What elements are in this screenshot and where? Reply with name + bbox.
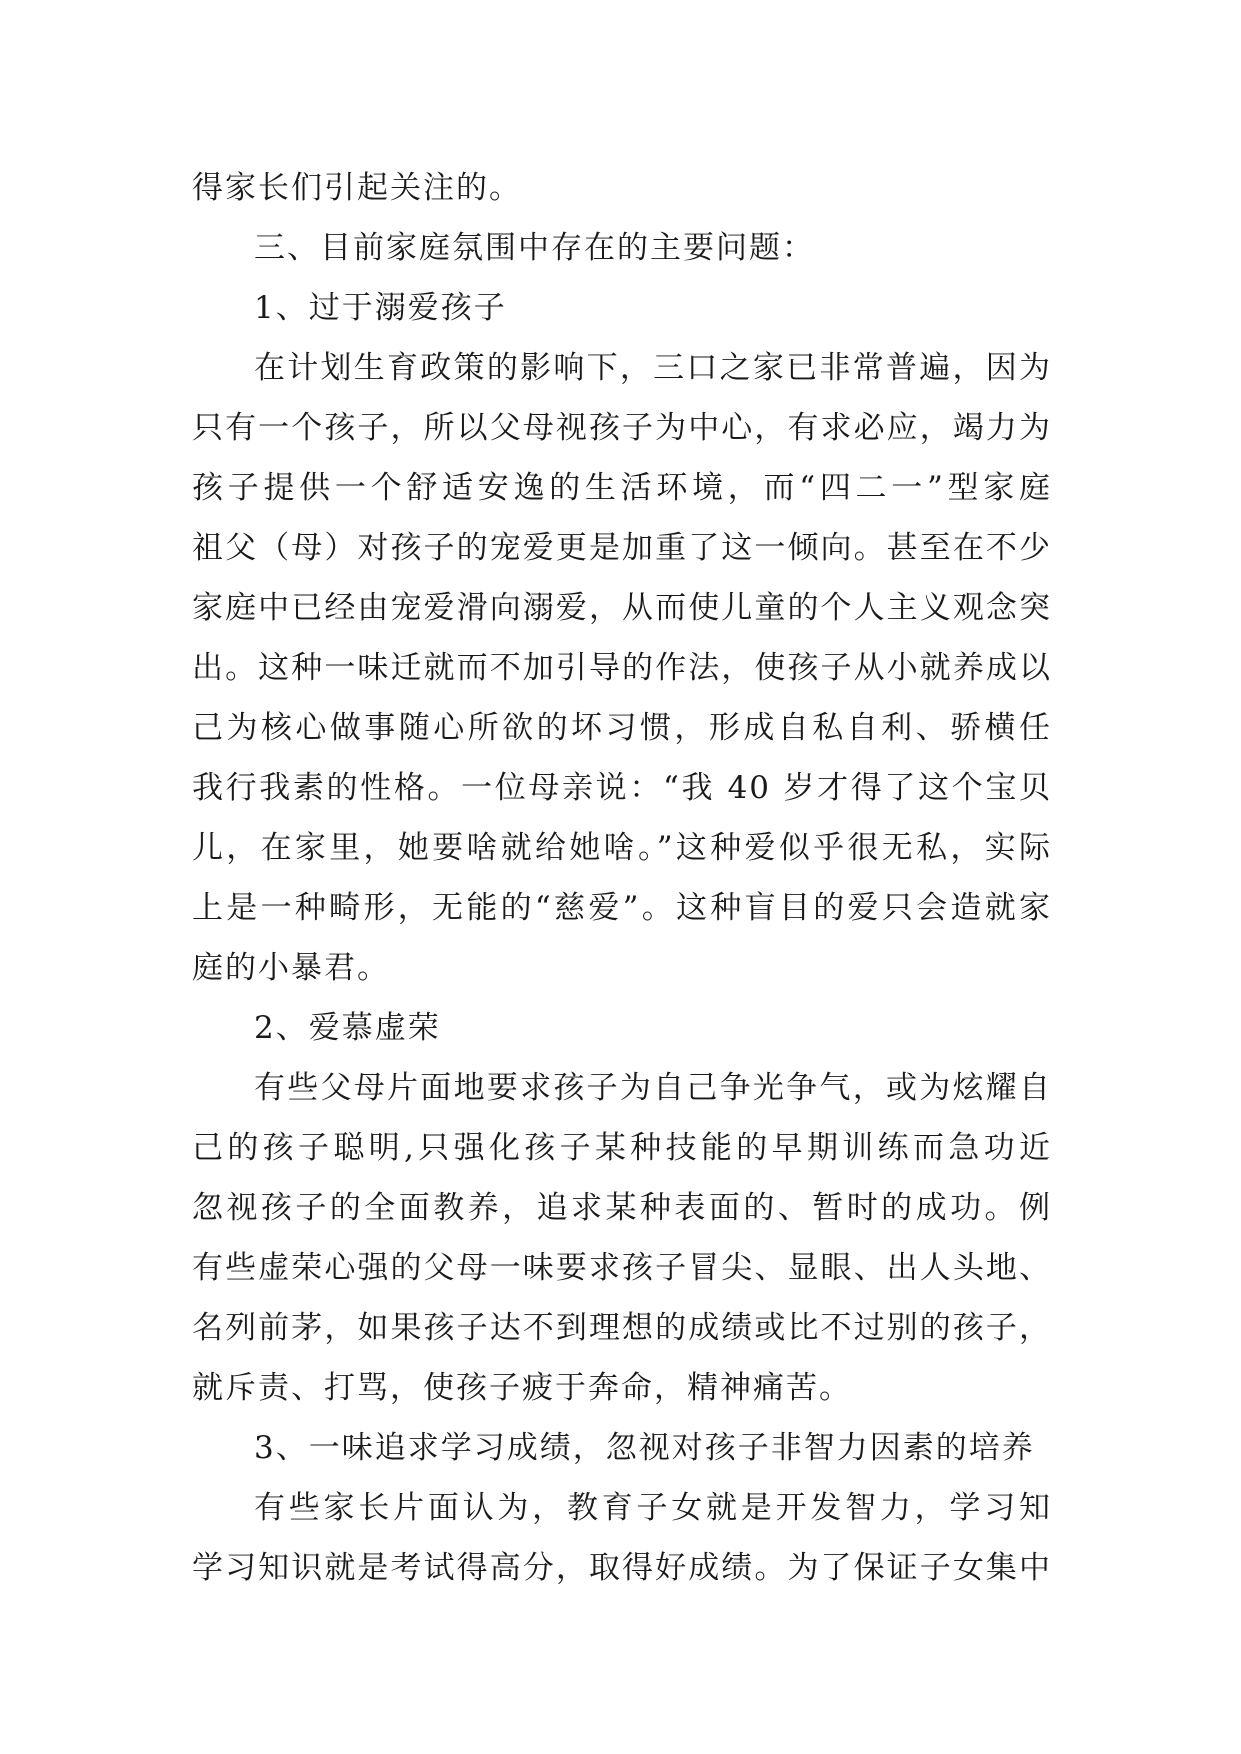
section-heading: 三、目前家庭氛围中存在的主要问题：: [254, 230, 815, 266]
text-line: 有些家长片面认为，教育子女就是开发智力，学习知: [254, 1490, 1052, 1526]
text-line: 家庭中已经由宠爱滑向溺爱，从而使儿童的个人主义观念突: [192, 590, 1052, 626]
text-line: 上是一种畸形，无能的“慈爱”。这种盲目的爱只会造就家: [192, 890, 1052, 926]
text-line: 就斥责、打骂，使孩子疲于奔命，精神痛苦。: [192, 1370, 852, 1406]
text-line: 庭的小暴君。: [192, 950, 390, 986]
text-line: 己为核心做事随心所欲的坏习惯，形成自私自利、骄横任: [192, 710, 1052, 746]
text-line: 有些虚荣心强的父母一味要求孩子冒尖、显眼、出人头地、: [192, 1250, 1052, 1286]
text-line: 只有一个孩子，所以父母视孩子为中心，有求必应，竭力为: [192, 410, 1052, 446]
text-line: 忽视孩子的全面教养，追求某种表面的、暂时的成功。例: [192, 1190, 1052, 1226]
text-line: 名列前茅，如果孩子达不到理想的成绩或比不过别的孩子，: [192, 1310, 1052, 1346]
text-line: 学习知识就是考试得高分，取得好成绩。为了保证子女集中: [192, 1550, 1052, 1586]
subsection-heading: 1、过于溺爱孩子: [254, 290, 507, 326]
text-line: 孩子提供一个舒适安逸的生活环境，而“四二一”型家庭: [192, 470, 1052, 506]
text-line: 出。这种一味迁就而不加引导的作法，使孩子从小就养成以: [192, 650, 1052, 686]
text-line: 得家长们引起关注的。: [192, 170, 522, 206]
text-line: 儿，在家里，她要啥就给她啥。”这种爱似乎很无私，实际: [192, 830, 1052, 866]
text-line: 在计划生育政策的影响下，三口之家已非常普遍，因为: [254, 350, 1052, 386]
text-line: 己的孩子聪明,只强化孩子某种技能的早期训练而急功近: [192, 1130, 1052, 1166]
subsection-heading: 2、爱慕虚荣: [254, 1010, 441, 1046]
document-body: [192, 158, 1052, 1598]
text-line: 祖父（母）对孩子的宠爱更是加重了这一倾向。甚至在不少: [192, 530, 1052, 566]
text-line: 有些父母片面地要求孩子为自己争光争气，或为炫耀自: [254, 1070, 1052, 1106]
subsection-heading: 3、一味追求学习成绩，忽视对孩子非智力因素的培养: [254, 1430, 1035, 1466]
text-line: 我行我素的性格。一位母亲说：“我 40 岁才得了这个宝贝: [192, 770, 1052, 806]
